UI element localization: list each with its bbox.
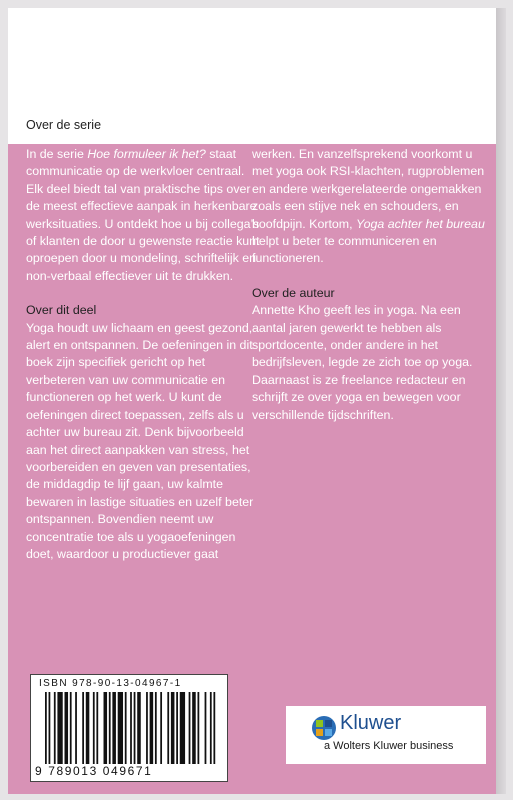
deel-description-continued — [252, 146, 485, 268]
barcode-bar — [112, 692, 116, 764]
text-line: schrijft ze over yoga en bewegen voor — [252, 390, 461, 405]
publisher-logo — [286, 706, 486, 764]
kluwer-globe-icon — [310, 714, 338, 742]
barcode-bar — [65, 692, 69, 764]
barcode-bar — [109, 692, 111, 764]
text-line: Yoga houdt uw lichaam en geest gezond, — [26, 320, 253, 335]
text-line: de middagdip te lijf gaan, uw kalmte — [26, 477, 223, 492]
barcode-bar — [118, 692, 123, 764]
barcode-bar — [96, 692, 98, 764]
deel-heading: Over dit deel — [26, 303, 97, 318]
text-line: bedrijfsleven, legde ze zich toe op yoga. — [252, 355, 473, 370]
text-line: ontspannen. Bovendien neemt uw — [26, 512, 214, 527]
barcode-bar — [130, 692, 132, 764]
text-line: verschillende tijdschriften. — [252, 407, 394, 422]
barcode-bar — [213, 692, 215, 764]
text-line: werksituaties. U ontdekt hoe u bij collega’s — [26, 216, 260, 231]
text-line: concentratie toe als u yogaoefeningen — [26, 529, 236, 544]
text-line: alert en ontspannen. De oefeningen in dit — [26, 338, 253, 353]
publisher-name: Kluwer — [340, 712, 402, 734]
series-heading: Over de serie — [26, 118, 102, 132]
isbn-label: ISBN 978-90-13-04967-1 — [39, 678, 182, 689]
barcode-bar — [57, 692, 62, 764]
barcode-bar — [93, 692, 95, 764]
text-line: non-verbaal effectiever uit te drukken. — [26, 268, 234, 283]
text-line: helpt u beter te communiceren en — [252, 234, 437, 249]
barcode-bar — [137, 692, 141, 764]
barcode-bar — [171, 692, 175, 764]
barcode-bar — [150, 692, 154, 764]
text-line: functioneren op het werk. U kunt de — [26, 390, 222, 405]
deel-description — [26, 320, 254, 564]
text-line: aan het direct aanpakken van stress, het — [26, 442, 250, 457]
text-line: boek zijn specifiek gericht op het — [26, 355, 206, 370]
barcode-bar — [205, 692, 207, 764]
barcode-bar — [197, 692, 199, 764]
auteur-description — [252, 302, 482, 424]
text-line: verbeteren van uw communicatie en — [26, 372, 226, 387]
text-line: sportdocente, onder andere in het — [252, 338, 438, 353]
text-line: achter uw bureau zit. Denk bijvoorbeeld — [26, 425, 244, 440]
text-line: Elk deel biedt tal van praktische tips over — [26, 181, 251, 196]
barcode-bars — [45, 692, 217, 764]
text-line: oefeningen direct toepassen, zelfs als u — [26, 407, 244, 422]
barcode-bar — [146, 692, 148, 764]
text-line: hoofdpijn. Kortom, Yoga achter het bureau — [252, 216, 485, 231]
barcode-bar — [54, 692, 56, 764]
barcode-digits: 9 789013 049671 — [35, 764, 153, 778]
barcode-bar — [210, 692, 212, 764]
barcode-bar — [192, 692, 196, 764]
barcode — [30, 674, 228, 782]
right-column — [252, 146, 485, 424]
text-line: aantal jaren gewerkt te hebben als — [252, 320, 442, 335]
text-line: en andere werkgerelateerde ongemakken — [252, 181, 482, 196]
text-line: voorbereiden en geven van presentaties, — [26, 459, 251, 474]
text-line: functioneren. — [252, 251, 324, 266]
barcode-bar — [75, 692, 77, 764]
text-line: bewaren in lastige situaties en uzelf beter — [26, 494, 254, 509]
barcode-bar — [45, 692, 47, 764]
text-line: Annette Kho geeft les in yoga. Na een — [252, 303, 461, 318]
barcode-bar — [189, 692, 191, 764]
text-line: communicatie op de werkvloer centraal. — [26, 164, 245, 179]
barcode-bar — [104, 692, 108, 764]
text-line: zoals een stijve nek en schouders, en — [252, 199, 459, 214]
barcode-bar — [176, 692, 178, 764]
barcode-bar — [125, 692, 127, 764]
barcode-bar — [160, 692, 162, 764]
left-column — [26, 146, 260, 563]
text-line: doet, waardoor u productiever gaat — [26, 546, 219, 561]
title-italic: Yoga achter het bureau — [356, 216, 485, 231]
text-line: Daarnaast is ze freelance redacteur en — [252, 372, 466, 387]
text-line: In de serie Hoe formuleer ik het? staat — [26, 147, 237, 161]
publisher-tagline: a Wolters Kluwer business — [324, 740, 454, 752]
barcode-bar — [49, 692, 51, 764]
title-italic: Hoe formuleer ik het? — [87, 147, 206, 161]
barcode-bar — [167, 692, 169, 764]
text-line: oproepen door u mondeling, schriftelijk en — [26, 251, 257, 266]
barcode-bar — [82, 692, 84, 764]
text-line: met yoga ook RSI-klachten, rugproblemen — [252, 164, 485, 179]
series-description — [26, 146, 260, 285]
page-edge — [496, 8, 506, 794]
text-line: werken. En vanzelfsprekend voorkomt u — [252, 147, 473, 161]
barcode-bar — [180, 692, 185, 764]
barcode-bar — [70, 692, 72, 764]
text-line: of klanten de door u gewenste reactie kunt — [26, 234, 260, 249]
barcode-bar — [155, 692, 157, 764]
barcode-bar — [134, 692, 136, 764]
text-line: de meest effectieve aanpak in herkenbare — [26, 199, 257, 214]
auteur-heading: Over de auteur — [252, 285, 335, 300]
barcode-bar — [86, 692, 90, 764]
